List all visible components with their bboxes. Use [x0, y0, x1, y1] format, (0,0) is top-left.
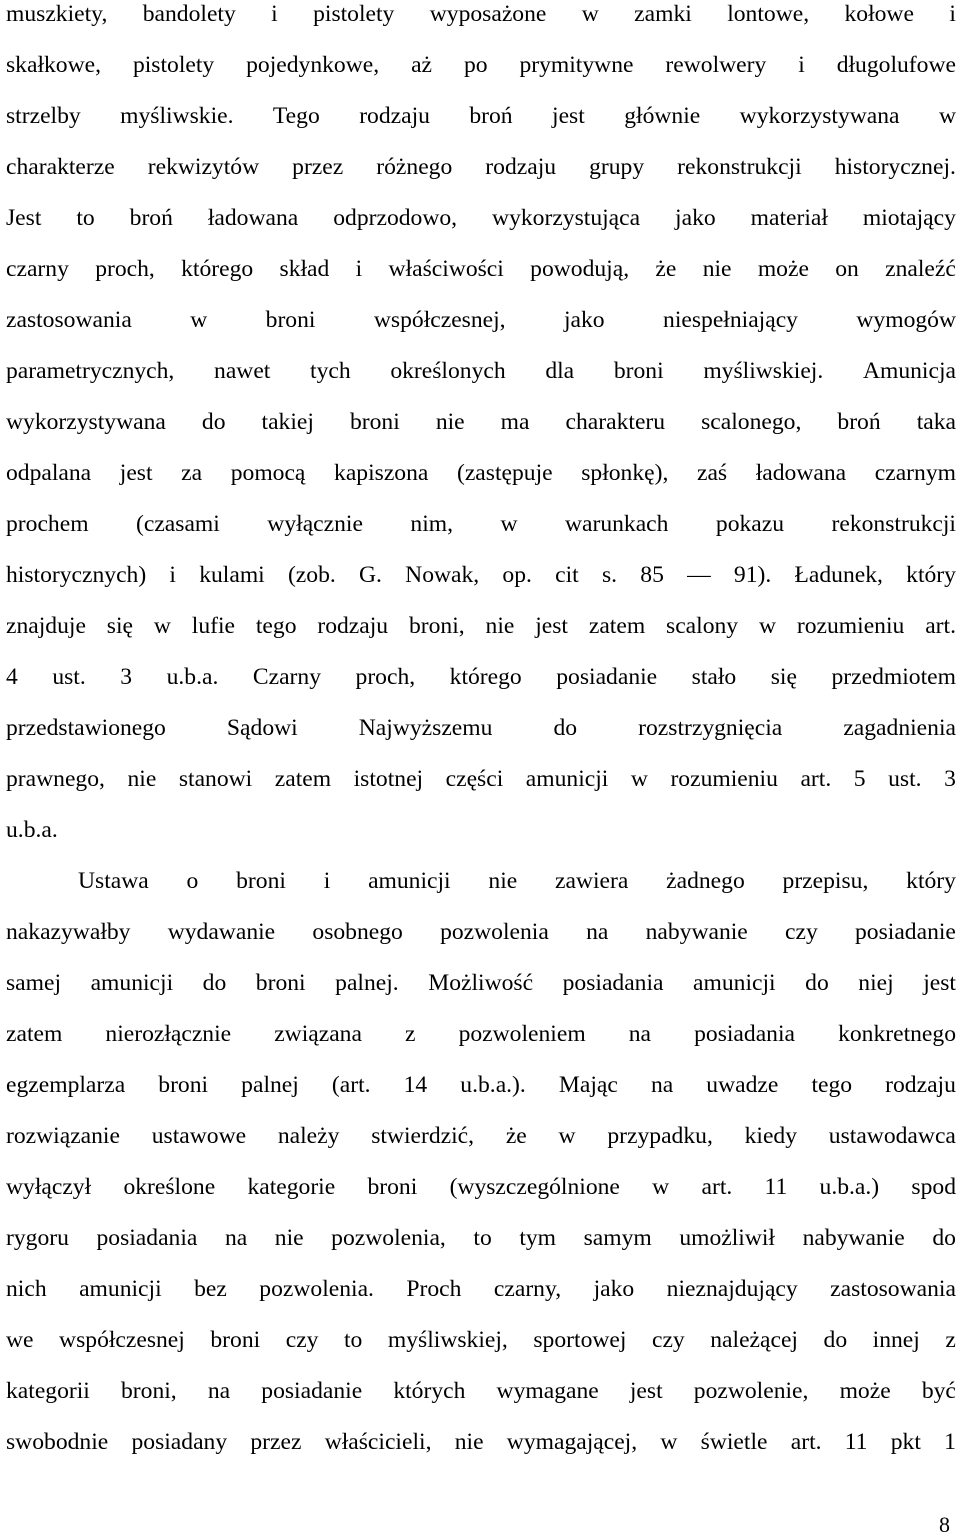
text-line: wyłączył określone kategorie broni (wyszczególnione w art. 11 u.b.a.) spod [6, 1174, 956, 1200]
text-line: 4 ust. 3 u.b.a. Czarny proch, którego posiadanie stało się przedmiotem [6, 664, 956, 690]
text-line: przedstawionego Sądowi Najwyższemu do rozstrzygnięcia zagadnienia [6, 715, 956, 741]
text-line: u.b.a. [6, 817, 58, 843]
text-line: skałkowe, pistolety pojedynkowe, aż po prymitywne rewolwery i długolufowe [6, 52, 956, 78]
text-line: historycznych) i kulami (zob. G. Nowak, op. cit s. 85 — 91). Ładunek, który [6, 562, 956, 588]
text-line: parametrycznych, nawet tych określonych dla broni myśliwskiej. Amunicja [6, 358, 956, 384]
text-line: muszkiety, bandolety i pistolety wyposażone w zamki lontowe, kołowe i [6, 1, 956, 27]
text-line: odpalana jest za pomocą kapiszona (zastępuje spłonkę), zaś ładowana czarnym [6, 460, 956, 486]
page-number: 8 [939, 1512, 950, 1537]
text-line: nich amunicji bez pozwolenia. Proch czarny, jako nieznajdujący zastosowania [6, 1276, 956, 1302]
text-line: prochem (czasami wyłącznie nim, w warunkach pokazu rekonstrukcji [6, 511, 956, 537]
text-line: charakterze rekwizytów przez różnego rodzaju grupy rekonstrukcji historycznej. [6, 154, 956, 180]
text-line: Ustawa o broni i amunicji nie zawiera żadnego przepisu, który [78, 868, 956, 894]
text-line: nakazywałby wydawanie osobnego pozwolenia na nabywanie czy posiadanie [6, 919, 956, 945]
text-line: znajduje się w lufie tego rodzaju broni, nie jest zatem scalony w rozumieniu art. [6, 613, 956, 639]
text-line: czarny proch, którego skład i właściwości powodują, że nie może on znaleźć [6, 256, 956, 282]
text-line: Jest to broń ładowana odprzodowo, wykorzystująca jako materiał miotający [6, 205, 956, 231]
text-line: samej amunicji do broni palnej. Możliwość posiadania amunicji do niej jest [6, 970, 956, 996]
text-line: zatem nierozłącznie związana z pozwoleniem na posiadania konkretnego [6, 1021, 956, 1047]
text-line: strzelby myśliwskie. Tego rodzaju broń jest głównie wykorzystywana w [6, 103, 956, 129]
text-line: we współczesnej broni czy to myśliwskiej, sportowej czy należącej do innej z [6, 1327, 956, 1353]
text-line: rygoru posiadania na nie pozwolenia, to tym samym umożliwił nabywanie do [6, 1225, 956, 1251]
text-line: wykorzystywana do takiej broni nie ma charakteru scalonego, broń taka [6, 409, 956, 435]
text-line: prawnego, nie stanowi zatem istotnej części amunicji w rozumieniu art. 5 ust. 3 [6, 766, 956, 792]
text-line: zastosowania w broni współczesnej, jako niespełniający wymogów [6, 307, 956, 333]
text-line: swobodnie posiadany przez właścicieli, nie wymagającej, w świetle art. 11 pkt 1 [6, 1429, 956, 1455]
text-line: egzemplarza broni palnej (art. 14 u.b.a.). Mając na uwadze tego rodzaju [6, 1072, 956, 1098]
text-line: rozwiązanie ustawowe należy stwierdzić, że w przypadku, kiedy ustawodawca [6, 1123, 956, 1149]
text-line: kategorii broni, na posiadanie których wymagane jest pozwolenie, może być [6, 1378, 956, 1404]
